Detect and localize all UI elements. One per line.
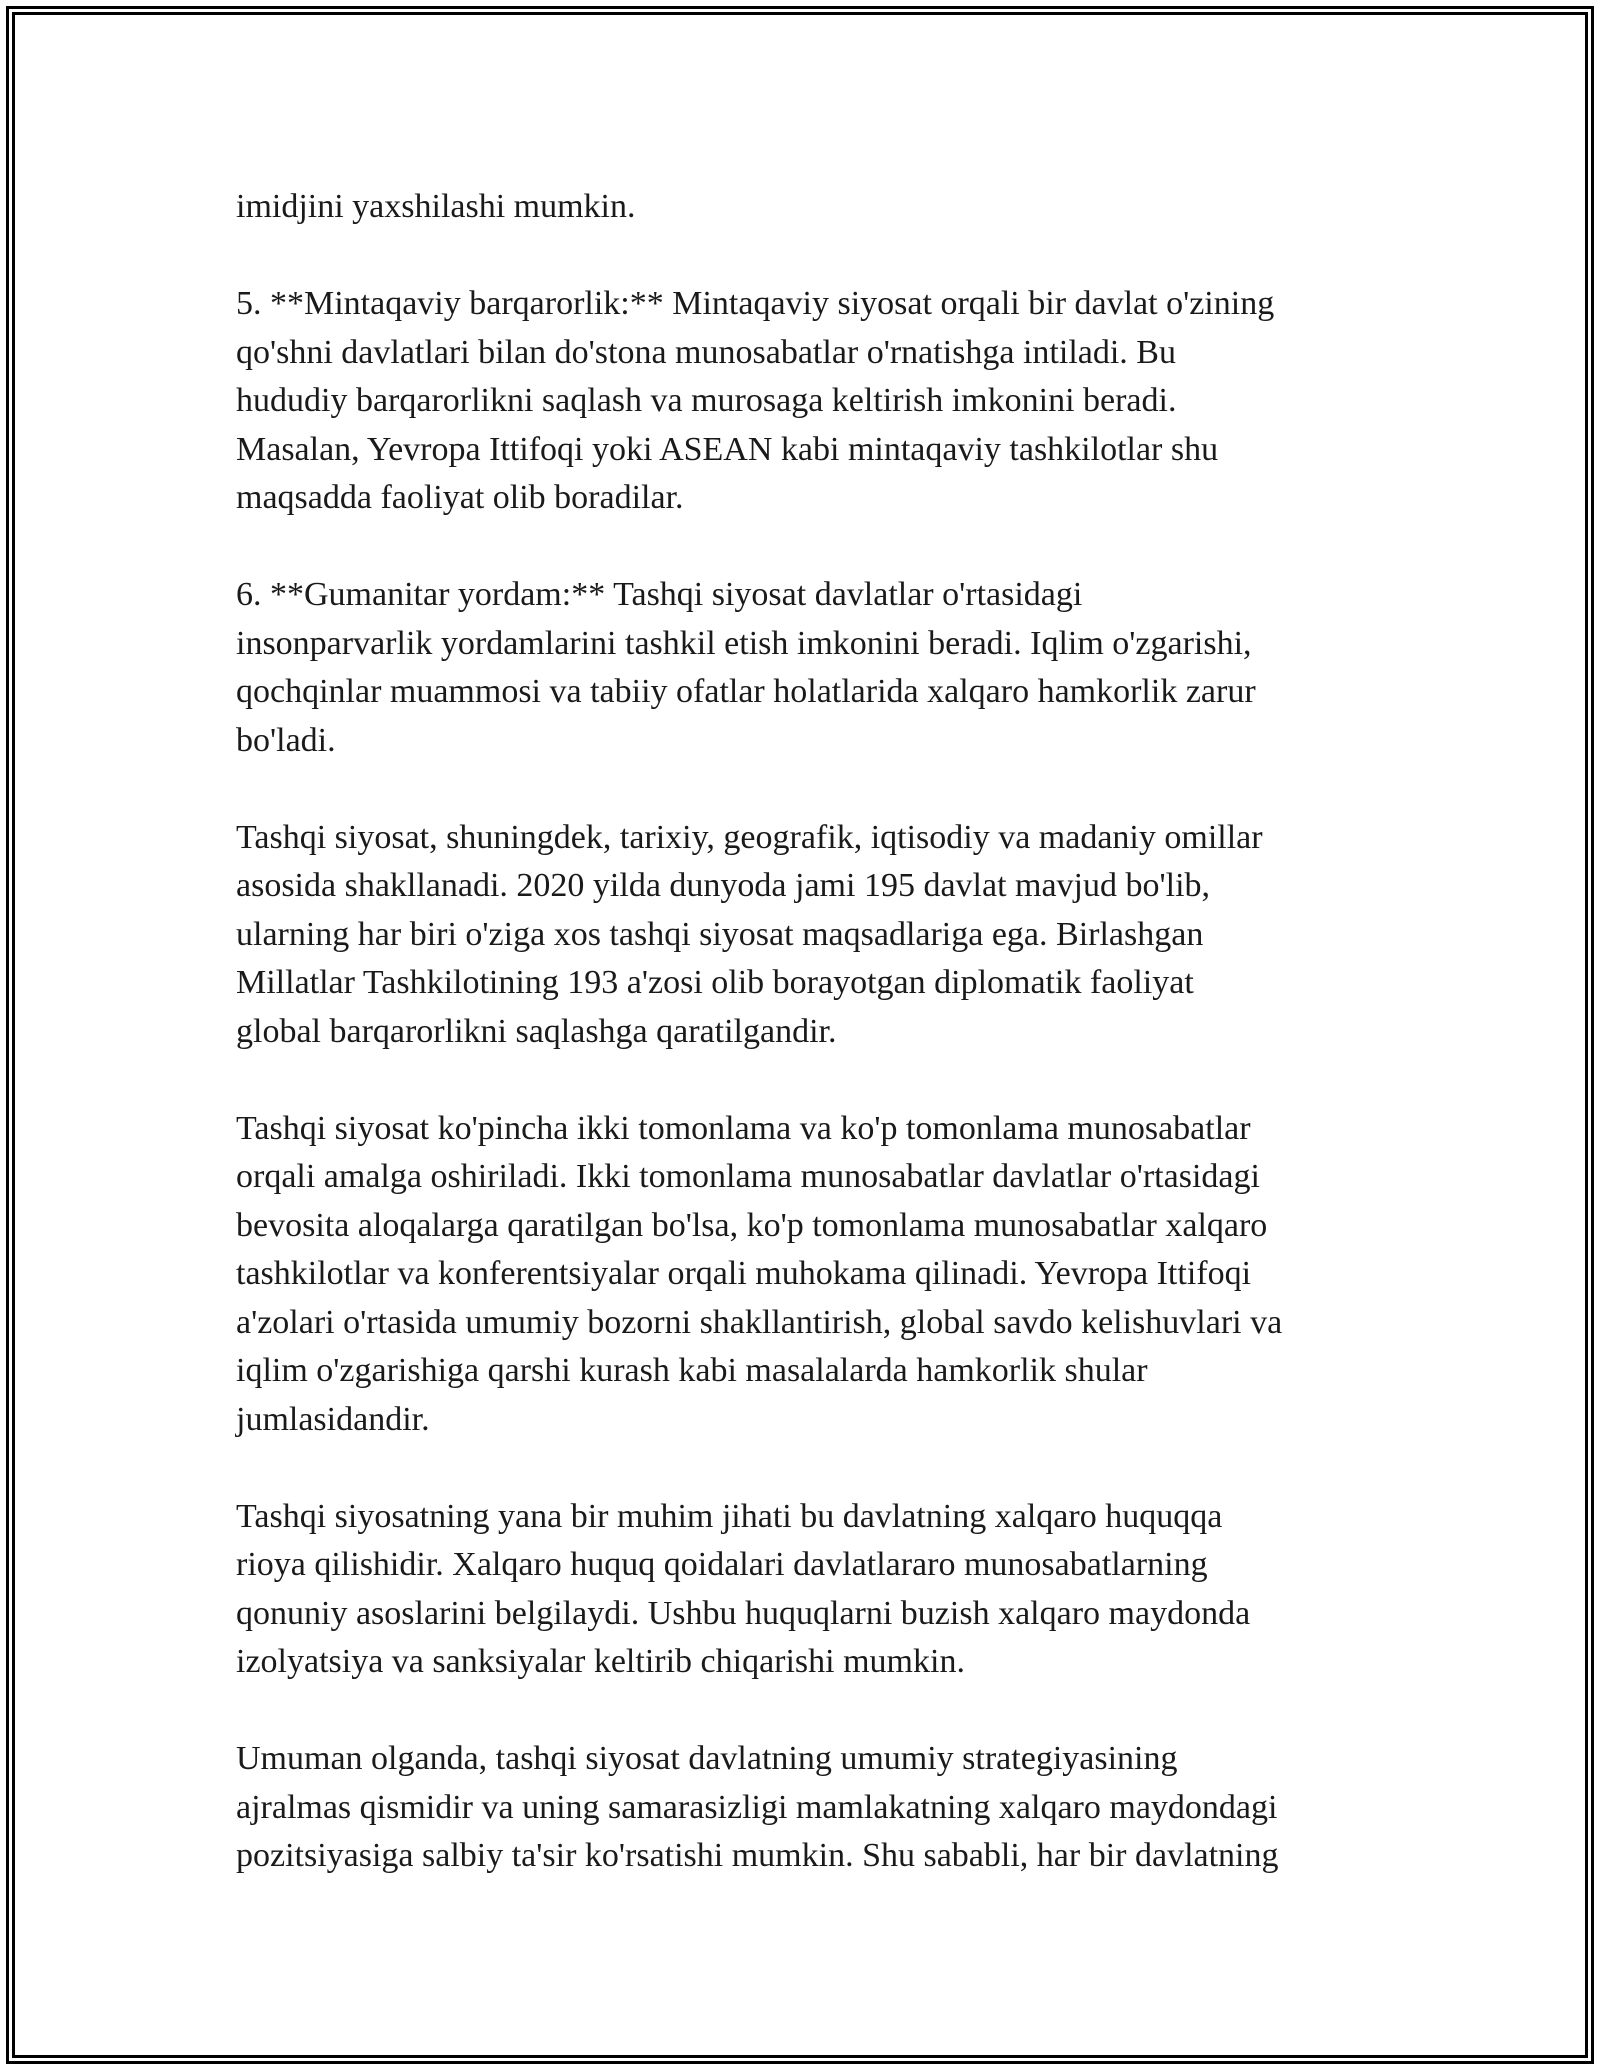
text-line: ajralmas qismidir va uning samarasizligi mamlakatning xalqaro maydondagi (236, 1788, 1278, 1826)
text-line: bo'ladi. (236, 721, 336, 759)
text-line: iqlim o'zgarishiga qarshi kurash kabi masalalarda hamkorlik shular (236, 1352, 1148, 1389)
text-line: Tashqi siyosat ko'pincha ikki tomonlama va ko'p tomonlama munosabatlar (236, 1109, 1251, 1147)
text-line: bevosita aloqalarga qaratilgan bo'lsa, ko'p tomonlama munosabatlar xalqaro (236, 1206, 1268, 1244)
paragraph-5 (236, 1105, 1386, 1445)
text-line: hududiy barqarorlikni saqlash va murosaga keltirish imkonini beradi. (236, 382, 1177, 419)
text-line: asosida shakllanadi. 2020 yilda dunyoda jami 195 davlat mavjud bo'lib, (236, 867, 1211, 904)
text-line: qonuniy asoslarini belgilaydi. Ushbu huquqlarni buzish xalqaro maydonda (236, 1594, 1251, 1632)
text-line: imidjini yaxshilashi mumkin. (236, 188, 636, 225)
paragraph-2 (236, 280, 1386, 523)
text-line: rioya qilishidir. Xalqaro huquq qoidalari davlatlararo munosabatlarning (236, 1546, 1208, 1583)
text-line: 6. **Gumanitar yordam:** Tashqi siyosat davlatlar o'rtasidagi (236, 576, 1083, 613)
text-line: insonparvarlik yordamlarini tashkil etish imkonini beradi. Iqlim o'zgarishi, (236, 624, 1252, 662)
text-line: maqsadda faoliyat olib boradilar. (236, 479, 684, 516)
text-line: global barqarorlikni saqlashga qaratilgandir. (236, 1012, 837, 1050)
document-body (236, 183, 1386, 1929)
paragraph-7 (236, 1735, 1386, 1881)
text-line: Umuman olganda, tashqi siyosat davlatning umumiy strategiyasining (236, 1740, 1178, 1777)
text-line: Millatlar Tashkilotining 193 a'zosi olib borayotgan diplomatik faoliyat (236, 964, 1194, 1001)
text-line: qo'shni davlatlari bilan do'stona munosabatlar o'rnatishga intiladi. Bu (236, 333, 1176, 371)
text-line: orqali amalga oshiriladi. Ikki tomonlama munosabatlar davlatlar o'rtasidagi (236, 1158, 1260, 1195)
paragraph-6 (236, 1493, 1386, 1687)
text-line: ularning har biri o'ziga xos tashqi siyosat maqsadlariga ega. Birlashgan (236, 915, 1204, 953)
text-line: jumlasidandir. (236, 1400, 430, 1438)
text-line: a'zolari o'rtasida umumiy bozorni shakllantirish, global savdo kelishuvlari va (236, 1303, 1283, 1341)
text-line: tashkilotlar va konferentsiyalar orqali muhokama qilinadi. Yevropa Ittifoqi (236, 1255, 1252, 1292)
text-line: Tashqi siyosat, shuningdek, tarixiy, geografik, iqtisodiy va madaniy omillar (236, 818, 1263, 856)
text-line: pozitsiyasiga salbiy ta'sir ko'rsatishi mumkin. Shu sababli, har bir davlatning (236, 1837, 1279, 1874)
text-line: Tashqi siyosatning yana bir muhim jihati bu davlatning xalqaro huquqqa (236, 1497, 1223, 1535)
paragraph-3 (236, 571, 1386, 765)
text-line: qochqinlar muammosi va tabiiy ofatlar holatlarida xalqaro hamkorlik zarur (236, 673, 1256, 710)
text-line: 5. **Mintaqaviy barqarorlik:** Mintaqaviy siyosat orqali bir davlat o'zining (236, 285, 1275, 322)
paragraph-4 (236, 814, 1386, 1057)
text-line: Masalan, Yevropa Ittifoqi yoki ASEAN kabi mintaqaviy tashkilotlar shu (236, 430, 1219, 468)
paragraph-1 (236, 183, 1386, 232)
text-line: izolyatsiya va sanksiyalar keltirib chiqarishi mumkin. (236, 1643, 965, 1680)
